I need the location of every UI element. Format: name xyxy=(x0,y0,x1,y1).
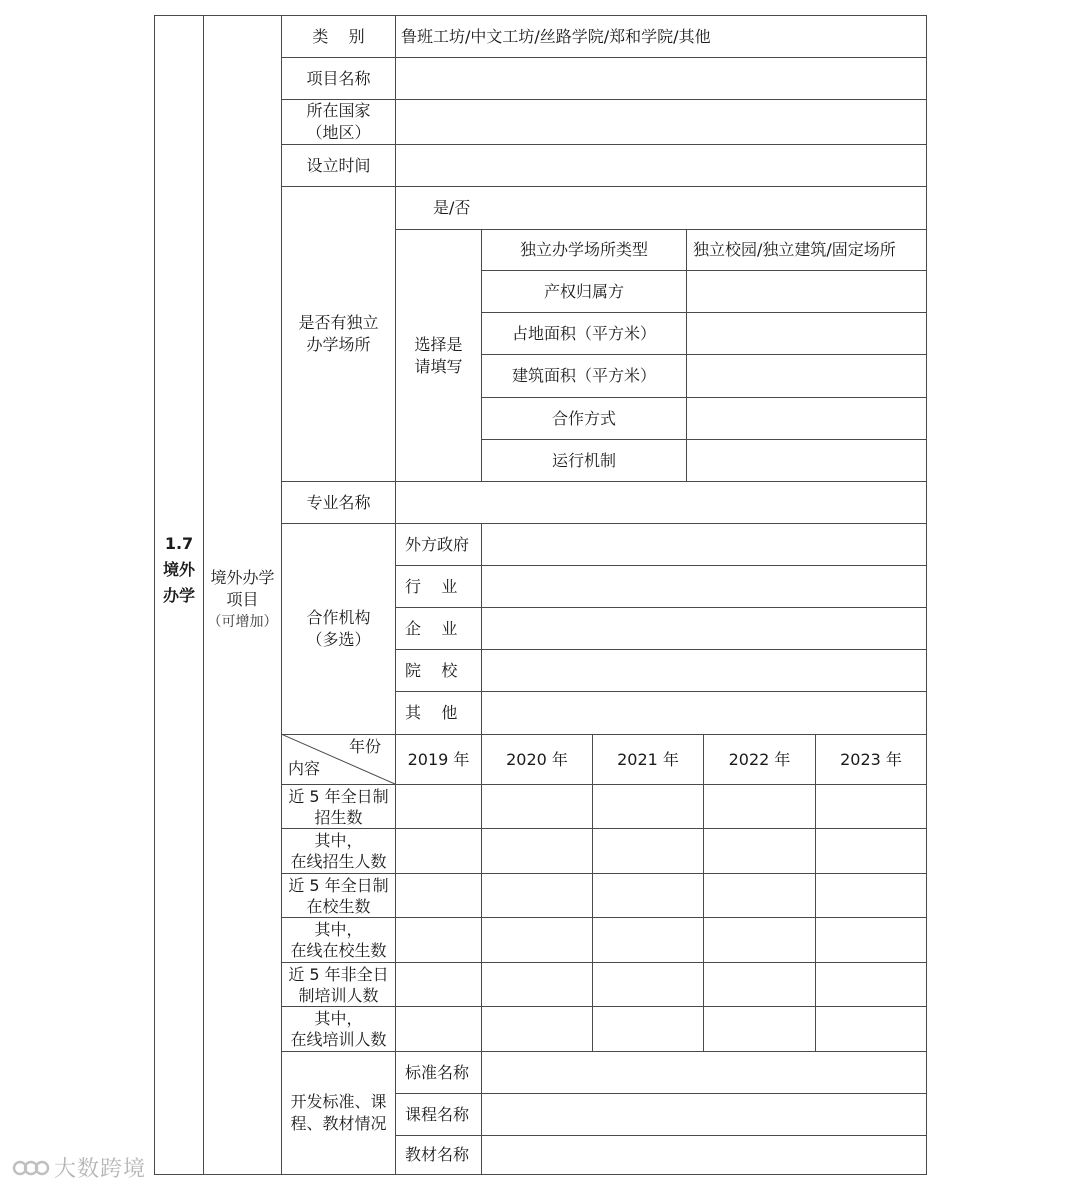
land-area-label: 占地面积（平方米） xyxy=(511,323,656,343)
section-title-line2: 办学 xyxy=(162,586,195,605)
project-title-line2: 项目 xyxy=(226,590,259,609)
fill-if-yes-line2: 请填写 xyxy=(414,356,463,376)
project-note: （可增加） xyxy=(207,614,278,630)
watermark-text: 大数跨境 xyxy=(54,1157,147,1182)
year-header-2023: 2023 年 xyxy=(840,749,902,769)
partner-label-line2: （多选） xyxy=(306,630,371,649)
establish-time-label: 设立时间 xyxy=(306,155,371,175)
partner-field-enterprise[interactable] xyxy=(482,608,926,649)
property-owner-field[interactable] xyxy=(687,271,926,312)
standards-label-line2: 程、教材情况 xyxy=(290,1114,387,1133)
land-area-field[interactable] xyxy=(687,313,926,354)
operation-mechanism-field[interactable] xyxy=(687,440,926,481)
fill-if-yes-line1: 选择是 xyxy=(414,334,463,354)
project-title-line1: 境外办学 xyxy=(210,568,275,587)
row-label-line1: 近 5 年非全日 xyxy=(288,964,389,984)
country-field[interactable] xyxy=(396,100,926,144)
partner-field-other[interactable] xyxy=(482,692,926,734)
partner-item-government: 外方政府 xyxy=(405,534,470,554)
cooperation-mode-label: 合作方式 xyxy=(551,408,616,428)
property-owner-label: 产权归属方 xyxy=(543,281,624,301)
row-label-line2: 制培训人数 xyxy=(298,985,379,1005)
category-value: 鲁班工坊/中文工坊/丝路学院/郑和学院/其他 xyxy=(401,26,711,46)
venue-label-line2: 办学场所 xyxy=(306,335,371,354)
row-label-line1: 近 5 年全日制 xyxy=(288,786,389,806)
row-label-line2: 在线招生人数 xyxy=(290,852,387,871)
row-label-fulltime-students xyxy=(282,874,395,917)
row-label-line2: 招生数 xyxy=(314,807,363,827)
partner-field-government[interactable] xyxy=(482,524,926,565)
header-year: 年份 xyxy=(348,737,381,756)
header-content: 内容 xyxy=(287,759,320,778)
partner-field-school[interactable] xyxy=(482,650,926,691)
textbook-name-field[interactable] xyxy=(482,1136,926,1174)
section-number: 1.7 xyxy=(164,534,194,553)
row-label-online-enrollment xyxy=(282,829,395,873)
major-name-label: 专业名称 xyxy=(306,492,371,512)
watermark xyxy=(12,1152,146,1183)
row-label-line2: 在线培训人数 xyxy=(290,1030,387,1049)
row-label-line1: 其中， xyxy=(314,1009,363,1028)
standard-name-field[interactable] xyxy=(482,1052,926,1093)
standards-label xyxy=(282,1052,395,1174)
year-header-2021: 2021 年 xyxy=(617,749,679,769)
row-label-online-training xyxy=(282,1007,395,1051)
row-label-parttime-training xyxy=(282,963,395,1006)
year-header-2020: 2020 年 xyxy=(506,749,568,769)
fill-if-yes-label xyxy=(396,230,481,481)
venue-yes-no[interactable]: 是/否 xyxy=(433,198,471,217)
venue-label xyxy=(282,187,395,481)
major-name-field[interactable] xyxy=(396,482,926,523)
watermark-logo-icon xyxy=(12,1156,50,1180)
partner-item-school: 院 校 xyxy=(405,660,458,680)
standard-name-label: 标准名称 xyxy=(405,1062,470,1082)
partner-field-industry[interactable] xyxy=(482,566,926,607)
course-name-label: 课程名称 xyxy=(405,1104,470,1124)
section-title-line1: 境外 xyxy=(162,560,195,579)
textbook-name-label: 教材名称 xyxy=(405,1145,470,1164)
country-label-line2: （地区） xyxy=(306,123,371,142)
country-label-line1: 所在国家 xyxy=(306,101,371,120)
row-label-line1: 其中， xyxy=(314,831,363,850)
partner-item-other: 其 他 xyxy=(405,703,458,722)
project-name-label: 项目名称 xyxy=(306,68,371,88)
partner-label-line1: 合作机构 xyxy=(306,608,371,627)
row-label-fulltime-enrollment xyxy=(282,785,395,828)
row-label-line2: 在校生数 xyxy=(306,896,371,916)
building-area-label: 建筑面积（平方米） xyxy=(511,366,656,385)
partner-item-enterprise: 企 业 xyxy=(405,618,458,638)
course-name-field[interactable] xyxy=(482,1094,926,1135)
country-label xyxy=(282,100,395,144)
year-header-2022: 2022 年 xyxy=(728,749,791,769)
category-label: 类 别 xyxy=(312,26,365,46)
partner-item-industry: 行 业 xyxy=(405,576,458,596)
partner-label xyxy=(282,524,395,734)
venue-type-label: 独立办学场所类型 xyxy=(519,240,648,259)
establish-time-field[interactable] xyxy=(396,145,926,186)
cooperation-mode-field[interactable] xyxy=(687,398,926,439)
venue-type-value[interactable]: 独立校园/独立建筑/固定场所 xyxy=(693,240,896,259)
row-label-line1: 其中， xyxy=(314,920,363,939)
row-label-line1: 近 5 年全日制 xyxy=(288,875,389,895)
standards-label-line1: 开发标准、课 xyxy=(290,1092,387,1111)
row-label-line2: 在线在校生数 xyxy=(290,941,387,960)
venue-label-line1: 是否有独立 xyxy=(298,313,379,332)
building-area-field[interactable] xyxy=(687,355,926,397)
section-title xyxy=(155,528,203,612)
project-name-field[interactable] xyxy=(396,58,926,99)
project-title xyxy=(204,560,281,640)
year-header-2019: 2019 年 xyxy=(407,749,470,769)
row-label-online-students xyxy=(282,918,395,962)
operation-mechanism-label: 运行机制 xyxy=(551,450,616,470)
